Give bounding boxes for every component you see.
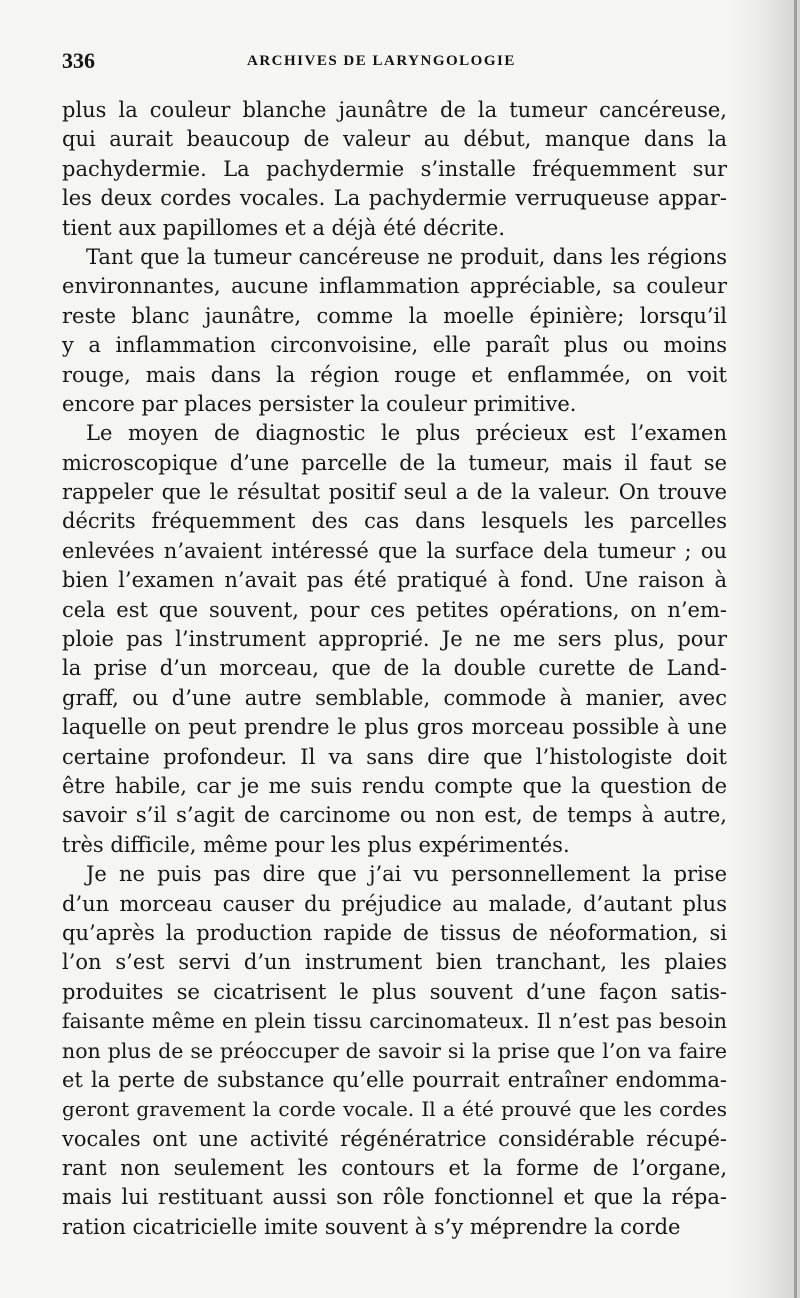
text-line: non plus de se préoccuper de savoir si la prise que l’on va faire (62, 1038, 727, 1063)
page-header (62, 48, 732, 78)
text-line: plus la couleur blanche jaunâtre de la tumeur cancéreuse, (62, 98, 727, 122)
text-line: Le moyen de diagnostic le plus précieux est l’examen (86, 421, 727, 446)
text-line: l’on s’est servi d’un instrument bien tranchant, les plaies (62, 950, 727, 975)
text-line: qu’après la production rapide de tissus de néoformation, si (62, 920, 727, 945)
text-line: enlevées n’avaient intéressé que la surface dela tumeur ; ou (62, 538, 727, 563)
text-line: la prise d’un morceau, que de la double curette de Land- (62, 656, 727, 681)
text-line: être habile, car je me suis rendu compte que la question de (62, 773, 727, 798)
text-line: produites se cicatrisent le plus souvent d’une façon satis- (62, 979, 727, 1004)
text-line: faisante même en plein tissu carcinomateux. Il n’est pas besoin (62, 1009, 727, 1034)
text-line: environnantes, aucune inflammation appréciable, sa couleur (62, 274, 727, 299)
paragraph (62, 96, 727, 243)
text-line: laquelle on peut prendre le plus gros morceau possible à une (62, 715, 727, 740)
paragraph (62, 419, 727, 860)
text-line: rappeler que le résultat positif seul a de la valeur. On trouve (62, 480, 727, 505)
page-edge-line (794, 0, 797, 1298)
text-line: graff, ou d’une autre semblable, commode à manier, avec (62, 685, 727, 710)
page-edge-shadow (730, 0, 800, 1298)
paragraph (62, 860, 727, 1242)
text-line: très difficile, même pour les plus expérimentés. (62, 832, 570, 857)
text-line: y a inflammation circonvoisine, elle paraît plus ou moins (62, 333, 727, 358)
text-line: décrits fréquemment des cas dans lesquels les parcelles (62, 509, 727, 534)
text-line: rouge, mais dans la région rouge et enflammée, on voit (62, 362, 727, 387)
text-line: microscopique d’une parcelle de la tumeur, mais il faut se (62, 450, 727, 475)
text-line: et la perte de substance qu’elle pourrait entraîner endomma- (62, 1067, 727, 1092)
text-line: ration cicatricielle imite souvent à s’y méprendre la corde (62, 1214, 681, 1239)
text-line: savoir s’il s’agit de carcinome ou non est, de temps à autre, (62, 803, 727, 828)
text-line: Je ne puis pas dire que j’ai vu personnellement la prise (86, 862, 727, 887)
text-line: d’un morceau causer du préjudice au malade, d’autant plus (62, 891, 727, 916)
text-line: reste blanc jaunâtre, comme la moelle épinière; lorsqu’il (62, 303, 727, 328)
text-line: les deux cordes vocales. La pachydermie verruqueuse appar- (62, 186, 727, 211)
paragraph (62, 243, 727, 419)
text-line: qui aurait beaucoup de valeur au début, manque dans la (62, 127, 727, 152)
text-line: encore par places persister la couleur primitive. (62, 391, 577, 416)
page-number: 336 (62, 48, 95, 73)
running-title: ARCHIVES DE LARYNGOLOGIE (247, 53, 516, 69)
text-line: rant non seulement les contours et la forme de l’organe, (62, 1156, 727, 1181)
text-line: ploie pas l’instrument approprié. Je ne me sers plus, pour (62, 627, 727, 652)
text-line: bien l’examen n’avait pas été pratiqué à fond. Une raison à (62, 568, 727, 593)
text-line: tient aux papillomes et a déjà été décrite. (62, 215, 505, 240)
text-line: vocales ont une activité régénératrice considérable récupé- (62, 1126, 727, 1151)
body-text (62, 96, 727, 1242)
text-line: cela est que souvent, pour ces petites opérations, on n’em- (62, 597, 727, 622)
text-line: mais lui restituant aussi son rôle fonctionnel et que la répa- (62, 1185, 727, 1210)
text-line: Tant que la tumeur cancéreuse ne produit, dans les régions (86, 244, 727, 269)
text-line: pachydermie. La pachydermie s’installe fréquemment sur (62, 156, 727, 181)
text-line: geront gravement la corde vocale. Il a été prouvé que les cordes (62, 1097, 727, 1122)
text-line: certaine profondeur. Il va sans dire que l’histologiste doit (62, 744, 727, 769)
